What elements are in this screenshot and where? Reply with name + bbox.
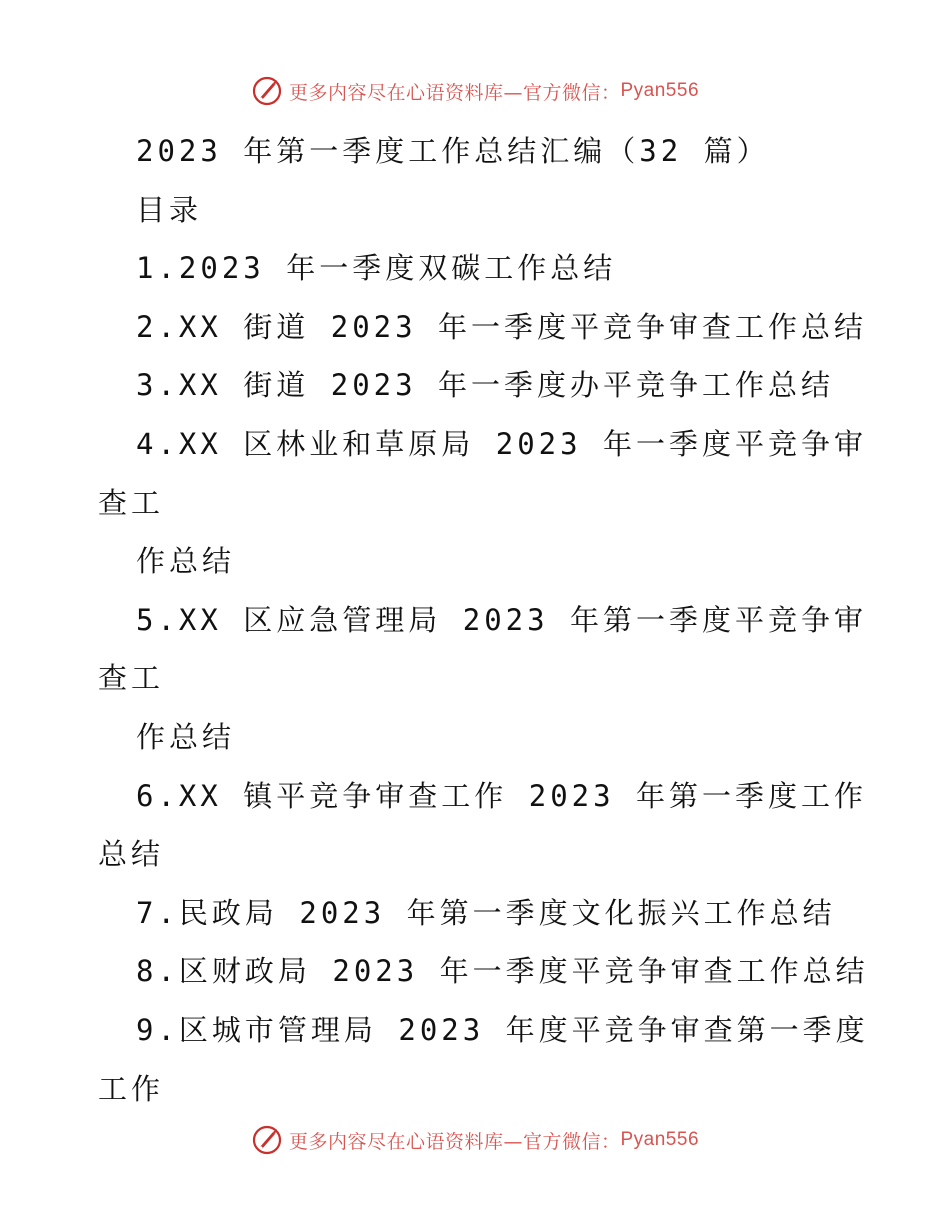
document-line: 查工 xyxy=(98,485,165,520)
document-line: 8.区财政局 2023 年一季度平竞争审查工作总结 xyxy=(136,954,869,989)
document-line: 查工 xyxy=(98,661,165,696)
document-line: 5.XX 区应急管理局 2023 年第一季度平竞争审 xyxy=(136,602,868,637)
watermark-text: 更多内容尽在心语资料库—官方微信： xyxy=(288,81,621,104)
document-line: 4.XX 区林业和草原局 2023 年一季度平竞争审 xyxy=(136,426,868,461)
watermark-banner-bottom xyxy=(0,1120,950,1160)
document-line: 目录 xyxy=(136,192,203,227)
document-body xyxy=(98,122,869,1118)
watermark-banner-top xyxy=(0,71,950,111)
watermark-handle: Pyan556 xyxy=(620,80,700,101)
quill-logo-icon xyxy=(251,75,283,107)
document-line: 工作 xyxy=(98,1071,165,1106)
quill-logo-icon xyxy=(251,1124,283,1156)
watermark-handle: Pyan556 xyxy=(620,1129,700,1150)
document-line: 2.XX 街道 2023 年一季度平竞争审查工作总结 xyxy=(136,309,868,344)
document-line: 作总结 xyxy=(136,719,236,754)
document-line: 6.XX 镇平竞争审查工作 2023 年第一季度工作 xyxy=(136,778,868,813)
document-line: 总结 xyxy=(98,837,165,872)
document-line: 1.2023 年一季度双碳工作总结 xyxy=(136,251,617,286)
document-line: 3.XX 街道 2023 年一季度办平竞争工作总结 xyxy=(136,368,835,403)
document-line: 2023 年第一季度工作总结汇编（32 篇） xyxy=(136,134,770,168)
watermark-text: 更多内容尽在心语资料库—官方微信： xyxy=(288,1130,621,1153)
document-line: 7.民政局 2023 年第一季度文化振兴工作总结 xyxy=(136,895,836,930)
document-line: 9.区城市管理局 2023 年度平竞争审查第一季度 xyxy=(136,1012,869,1047)
document-line: 作总结 xyxy=(136,544,236,579)
